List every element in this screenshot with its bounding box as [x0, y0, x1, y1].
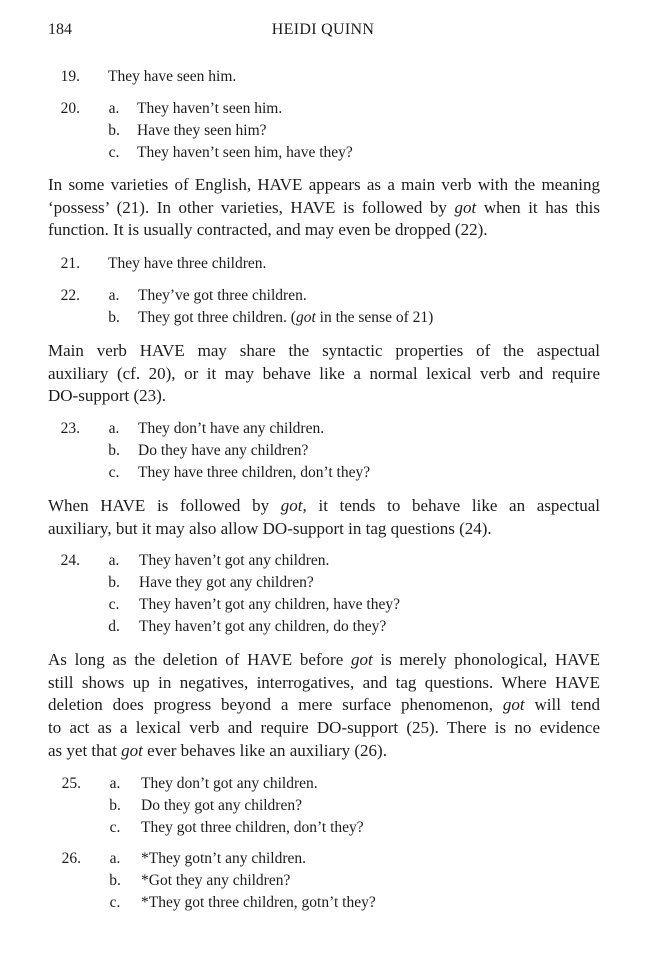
example-number: 25. — [61, 775, 81, 792]
example-letter: c. — [108, 596, 120, 613]
example-letter: c. — [108, 144, 120, 161]
example-text: They’ve got three children. — [138, 287, 307, 304]
example-letter: c. — [109, 819, 121, 836]
text-span: it tends to behave like an aspectual — [318, 496, 601, 515]
example-letter: a. — [109, 775, 121, 792]
example-letter: b. — [109, 872, 121, 889]
italic-term: got — [502, 695, 525, 715]
text-span: is merely phonological, HAVE — [380, 650, 601, 669]
text-line — [48, 717, 600, 740]
text-span: still shows up in negatives, interrogatives, and tag questions. Where HAVE — [48, 672, 600, 692]
example-text: They have three children. — [108, 255, 267, 272]
example-text: They have three children, don’t they? — [138, 464, 371, 481]
text-line — [48, 174, 600, 197]
example-text: They don’t have any children. — [138, 420, 325, 437]
text-span: auxiliary (cf. 20), or it may behave like a normal lexical verb and require — [48, 363, 600, 383]
example-text — [138, 307, 433, 329]
page-header — [48, 21, 598, 43]
text-line — [48, 340, 600, 363]
example-number: 26. — [61, 850, 81, 867]
text-span: Main verb HAVE may share the syntactic properties of the aspectual — [48, 341, 600, 360]
running-title: HEIDI QUINN — [271, 21, 375, 38]
example-number: 24. — [60, 552, 80, 569]
text-span: ‘possess’ (21). In other varieties, HAVE is followed by — [48, 197, 447, 217]
example-text: Do they got any children? — [141, 797, 302, 814]
italic-term: got — [454, 197, 477, 217]
example-letter: b. — [108, 442, 120, 459]
text-span: auxiliary, but it may also allow DO-support in tag questions (24). — [48, 518, 492, 538]
example-text: They have seen him. — [108, 68, 237, 85]
example-text: They haven’t got any children. — [139, 552, 330, 569]
example-text: *Got they any children? — [141, 872, 291, 889]
text-line — [48, 197, 600, 220]
example-text: They got three children, don’t they? — [141, 819, 364, 836]
example-number: 23. — [60, 420, 80, 437]
italic-term: got, — [280, 496, 307, 515]
text-span: deletion does progress beyond a mere surface phenomenon, — [48, 695, 494, 715]
example-text: Have they got any children? — [139, 574, 314, 591]
text-line — [48, 740, 600, 763]
text-line — [48, 672, 600, 695]
example-text: Have they seen him? — [137, 122, 267, 139]
example-number: 21. — [60, 255, 80, 272]
text-span: In some varieties of English, HAVE appears as a main verb with the meaning — [48, 175, 600, 194]
example-text: Do they have any children? — [138, 442, 309, 459]
text-span: when it has this — [483, 197, 601, 217]
paragraph-4 — [48, 649, 600, 762]
example-letter: a. — [108, 287, 120, 304]
example-text: They haven’t seen him, have they? — [137, 144, 353, 161]
text-span: function. It is usually contracted, and may even be dropped (22). — [48, 220, 488, 240]
text-line — [48, 649, 600, 672]
text-span: in the sense of 21) — [315, 309, 434, 326]
example-letter: a. — [109, 850, 121, 867]
example-letter: c. — [108, 464, 120, 481]
text-span: as yet that — [48, 740, 117, 760]
italic-term: got — [350, 650, 373, 669]
text-line — [48, 219, 600, 242]
example-text: *They gotn’t any children. — [141, 850, 307, 867]
text-span: As long as the deletion of HAVE before — [48, 650, 344, 669]
text-span: ever behaves like an auxiliary (26). — [147, 740, 387, 760]
example-number: 20. — [60, 100, 80, 117]
italic-term: got — [121, 740, 143, 760]
example-text: They haven’t seen him. — [137, 100, 283, 117]
example-letter: a. — [108, 420, 120, 437]
text-span: will tend — [534, 695, 601, 715]
paragraph-3 — [48, 495, 600, 540]
example-letter: a. — [108, 552, 120, 569]
text-line — [48, 385, 600, 408]
example-letter: b. — [109, 797, 121, 814]
example-text: They haven’t got any children, do they? — [139, 618, 387, 635]
paragraph-1 — [48, 174, 600, 242]
page-number: 184 — [48, 21, 72, 38]
example-text: They don’t got any children. — [141, 775, 318, 792]
italic-term: got — [295, 309, 316, 326]
example-number: 22. — [60, 287, 80, 304]
example-letter: b. — [108, 574, 120, 591]
text-span: When HAVE is followed by — [48, 496, 270, 515]
text-span: to act as a lexical verb and require DO-support (25). There is no evidence — [48, 718, 600, 738]
example-letter: d. — [108, 618, 120, 635]
example-letter: b. — [108, 122, 120, 139]
paragraph-2 — [48, 340, 600, 408]
example-letter: a. — [108, 100, 120, 117]
example-letter: b. — [108, 309, 120, 326]
example-text: They haven’t got any children, have they? — [139, 596, 400, 613]
text-line — [48, 694, 600, 717]
text-span: They got three children. ( — [138, 309, 296, 326]
text-line — [48, 518, 600, 541]
example-letter: c. — [109, 894, 121, 911]
text-span: DO-support (23). — [48, 386, 167, 406]
text-line — [48, 495, 600, 518]
example-number: 19. — [60, 68, 80, 85]
text-line — [48, 363, 600, 386]
example-text: *They got three children, gotn’t they? — [141, 894, 376, 911]
